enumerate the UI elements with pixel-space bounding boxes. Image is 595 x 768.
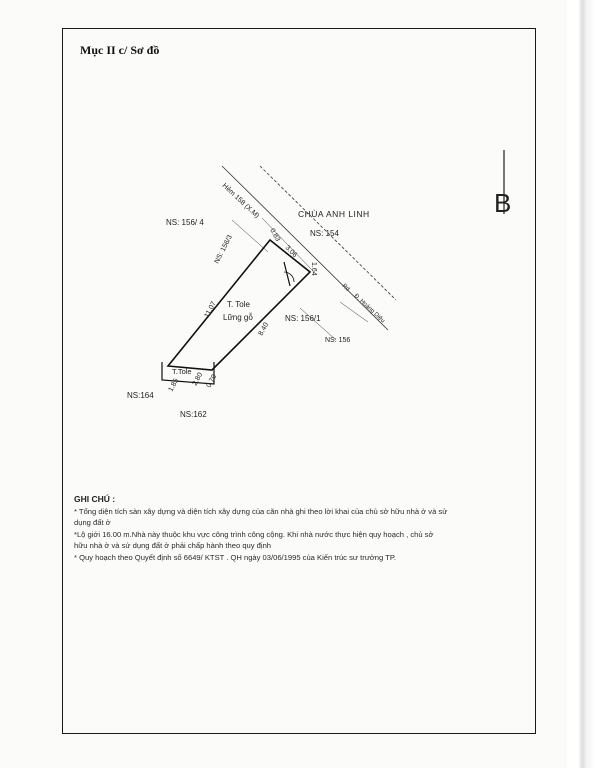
dim-2-80: 2.80: [191, 371, 205, 387]
temple-label: CHÙA ANH LINH: [298, 209, 370, 219]
neighbor-label-164: NS:164: [127, 391, 154, 400]
neighbor-boundary-line-2: [300, 308, 336, 340]
neighbor-boundary-line-4: [232, 220, 268, 252]
neighbor-label-154-top: NS: 154: [310, 229, 339, 238]
room-label-small-roof: T.Tole: [172, 367, 192, 376]
room-label-walls: Lững gỗ: [223, 313, 253, 322]
north-arrow-letter: B: [494, 188, 512, 218]
room-label-roof: T. Tole: [227, 300, 250, 309]
neighbor-boundary-line: [262, 218, 312, 270]
note-line-5: * Quy hoạch theo Quyết định số 6649/ KTST . QH ngày 03/06/1995 của Kiến trúc sư trưởng TP.: [74, 552, 397, 562]
dim-3-06: 3.06: [283, 244, 299, 260]
dim-8-40: 8.40: [257, 321, 271, 337]
dim-0-83: 0.83: [268, 227, 282, 243]
dim-1-64: 1.64: [310, 262, 317, 276]
note-line-3: *Lộ giới 16.00 m.Nhà này thuộc khu vực công trình công cộng. Khi nhà nước thực hiện quy hoạch , chủ sở: [74, 529, 434, 539]
neighbor-label-156-1: NS: 156/1: [285, 314, 321, 323]
road-label: Rd: [340, 283, 351, 293]
neighbor-label-156-4: NS: 156/ 4: [166, 218, 204, 227]
dim-11-07: 11.07: [203, 300, 218, 319]
neighbor-label-162: NS:162: [180, 410, 207, 419]
parcel-partition-line: [284, 262, 290, 286]
note-line-2: dụng đất ở: [74, 518, 111, 528]
notes-title: GHI CHÚ :: [74, 494, 116, 504]
dim-0-70: 0.70: [205, 373, 219, 389]
neighbor-label-156-3: NS: 156/3: [213, 233, 234, 265]
neighbor-label-156: NS: 156: [325, 337, 351, 344]
notes-block: [74, 494, 524, 564]
dim-1-85: 1.85: [167, 377, 181, 393]
alley-label: Hẻm 158 (X.M): [220, 182, 261, 220]
street-label: Đ. Hoàng Diệu: [352, 293, 386, 325]
note-line-4: hữu nhà ở và sử dụng đất ở phải chấp hành theo quy định: [74, 541, 272, 551]
note-line-1: * Tổng diện tích sàn xây dựng và diện tích xây dựng của căn nhà ghi theo lời khai của chủ sở hữu nhà ở và sử: [74, 506, 448, 516]
section-heading: Mục II c/ Sơ đồ: [80, 43, 160, 57]
